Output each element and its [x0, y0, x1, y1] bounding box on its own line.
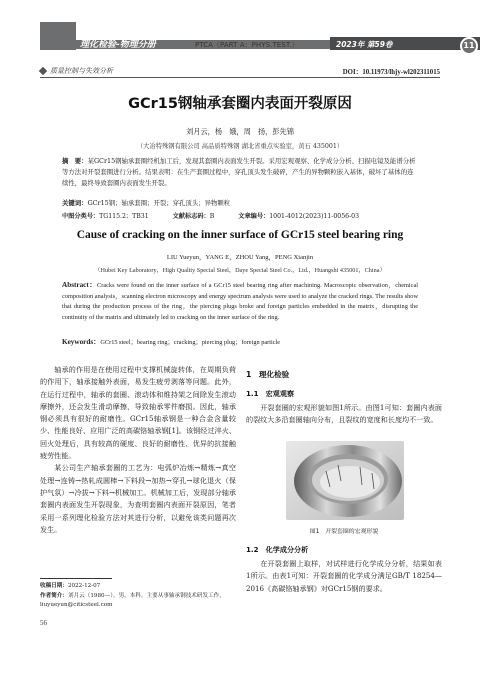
- journal-header: [0, 0, 480, 56]
- author-bio: [40, 592, 240, 611]
- clc-label: 中图分类号：: [62, 213, 100, 220]
- keywords-en-text: GCr15 steel；bearing ring；cracking；piercing plug；foreign particle: [100, 339, 281, 346]
- affiliation-cn: （大冶特殊钢有限公司 高品质特殊钢 湖北省重点实验室，黄石 435001）: [136, 143, 344, 150]
- intro-paragraph-2: 某公司生产轴承套圈的工艺为：电弧炉冶炼→精炼→真空处理→连铸→热轧成圆棒→下料段→加热→穿孔→球化退火（保护气氛）→冷拔→下料→机械加工。机械加工后，发现部分轴承套圈内表面发生开裂现象，为查明套圈内表面开裂原因，笔者采用一系列理化检验方法对其进行分析，以避免该类问题再次发生。: [40, 463, 236, 534]
- diamond-icon: [39, 67, 47, 75]
- journal-name: PTCA（PART A：PHYS.TEST.）: [195, 41, 299, 49]
- authors-en: LIU Yueyun，YANG E，ZHOU Yang，PENG Xianjin: [166, 254, 314, 261]
- article-title-cn: GCr15钢轴承套圈内表面开裂原因: [128, 96, 352, 112]
- keywords-cn: [62, 198, 418, 207]
- article-number-label: 文章编号：: [238, 213, 270, 220]
- abstract-cn: [62, 156, 418, 189]
- keywords-cn-label: 关键词：: [62, 199, 88, 207]
- intro-paragraph-1: 轴承的作用是在使用过程中支撑机械旋转体，在周期负荷的作用下，轴承接触外表面，易发生疲劳剥落等问题。此外，在运行过程中，轴承的套圈、滚动体和维持架之间除发生滚动摩擦外，还会发生滑动摩擦，导致轴承零件磨损。因此，轴承钢必须具有很好的耐磨性。GCr15轴承钢是一种合金含量较少、性能良好、应用广泛的高碳铬轴承钢[1]。该钢经过淬火、回火处理后，具有较高的硬度、良好的耐磨性、优异的抗接触疲劳性能。: [40, 365, 236, 461]
- doc-code-label: 文献标志码：: [172, 213, 210, 220]
- page-number: 56: [40, 619, 47, 627]
- issue-badge: 11: [460, 37, 478, 55]
- received-value: 2022-12-07: [67, 583, 101, 589]
- footnote-rule: [40, 578, 112, 579]
- section-heading-1: 1 理化检验: [246, 370, 290, 379]
- journal-logo-text: 理化检验-物理分册: [80, 40, 156, 50]
- section-label-text: 质量控制与失效分析: [50, 67, 113, 75]
- body-left-column: [40, 364, 236, 536]
- doi: DOI：10.11973/lhjy-wl202311015: [342, 69, 440, 76]
- figure-1-caption: 图1 开裂套圈的宏观形貌: [309, 529, 379, 535]
- section-heading-1-1: 1.1 宏观观察: [246, 389, 295, 398]
- clc-value: TG115.2；TB31: [99, 213, 149, 220]
- abstract-en-text: Cracks were found on the inner surface of a GCr15 steel bearing ring after machining. Macroscopic observation，chemical composition analysis，scanning electron microscopy and energy spectrum analysis were used to analyze the cracked rings. The results show that during the production process of the ring，the piercing plugs broke and foreign particles embedded in the matrix，disrupting the continuity of the matrix and ultimately led to cracking on the inner surface of the ring.: [62, 282, 419, 321]
- section-heading-1-2: 1.2 化学成分分析: [246, 545, 309, 554]
- ring-photo-graphic: [286, 441, 404, 520]
- doc-code-value: B: [209, 213, 215, 220]
- affiliation-en: （Hubei Key Laboratory，High Quality Special Steel，Daye Special Steel Co.，Ltd.，Huangshi 435001，China）: [94, 267, 386, 274]
- abstract-cn-text: 某GCr15钢轴承套圈经机加工后，发现其套圈内表面发生开裂。采用宏观观察、化学成分分析、扫描电镜及能谱分析等方法对开裂套圈进行分析。结果表明：在生产套圈过程中，穿孔顶头发生破碎，产生的异物颗粒嵌入基体，破坏了基体的连续性，最终导致套圈内表面发生开裂。: [62, 157, 416, 187]
- abstract-cn-label: 摘 要：: [62, 157, 88, 165]
- cracked-ring-photo: [286, 441, 404, 520]
- header-rule: [40, 77, 440, 78]
- keywords-cn-text: GCr15钢；轴承套圈；开裂；穿孔顶头；异物颗粒: [87, 199, 231, 207]
- volume-label: 2023年 第59卷: [336, 40, 393, 49]
- author-bio-label: 作者简介：: [40, 593, 68, 599]
- keywords-en: [62, 337, 418, 347]
- authors-cn: 刘月云，杨 娥，周 扬，彭先锦: [186, 127, 294, 136]
- paragraph-1-2: 在开裂套圈上取样，对试样进行化学成分分析，结果如表1所示。由表1可知：开裂套圈的化学成分满足GB/T 18254—2016《高碳铬轴承钢》对GCr15钢的要求。: [246, 559, 442, 593]
- section-label: [40, 66, 113, 76]
- keywords-en-label: Keywords：: [62, 338, 101, 346]
- article-number-value: 1001-4012(2023)11-0056-03: [269, 213, 360, 220]
- abstract-en: [62, 280, 418, 323]
- received-date: [40, 582, 240, 591]
- paragraph-1-1: 开裂套圈的宏观形貌如图1所示。由图1可知：套圈内表面的裂纹大多沿套圈轴向分布，且裂纹的宽度和长度均不一致。: [246, 403, 442, 425]
- author-bio-text: 刘月云（1980—），男，本科，主要从事轴承钢技术研发工作，liuyueyun@citicsteel.com: [40, 593, 225, 609]
- classification-cn: [62, 211, 422, 220]
- abstract-en-label: Abstract：: [62, 281, 98, 289]
- received-label: 收稿日期：: [40, 583, 68, 589]
- article-title-en: Cause of cracking on the inner surface of GCr15 steel bearing ring: [76, 229, 404, 241]
